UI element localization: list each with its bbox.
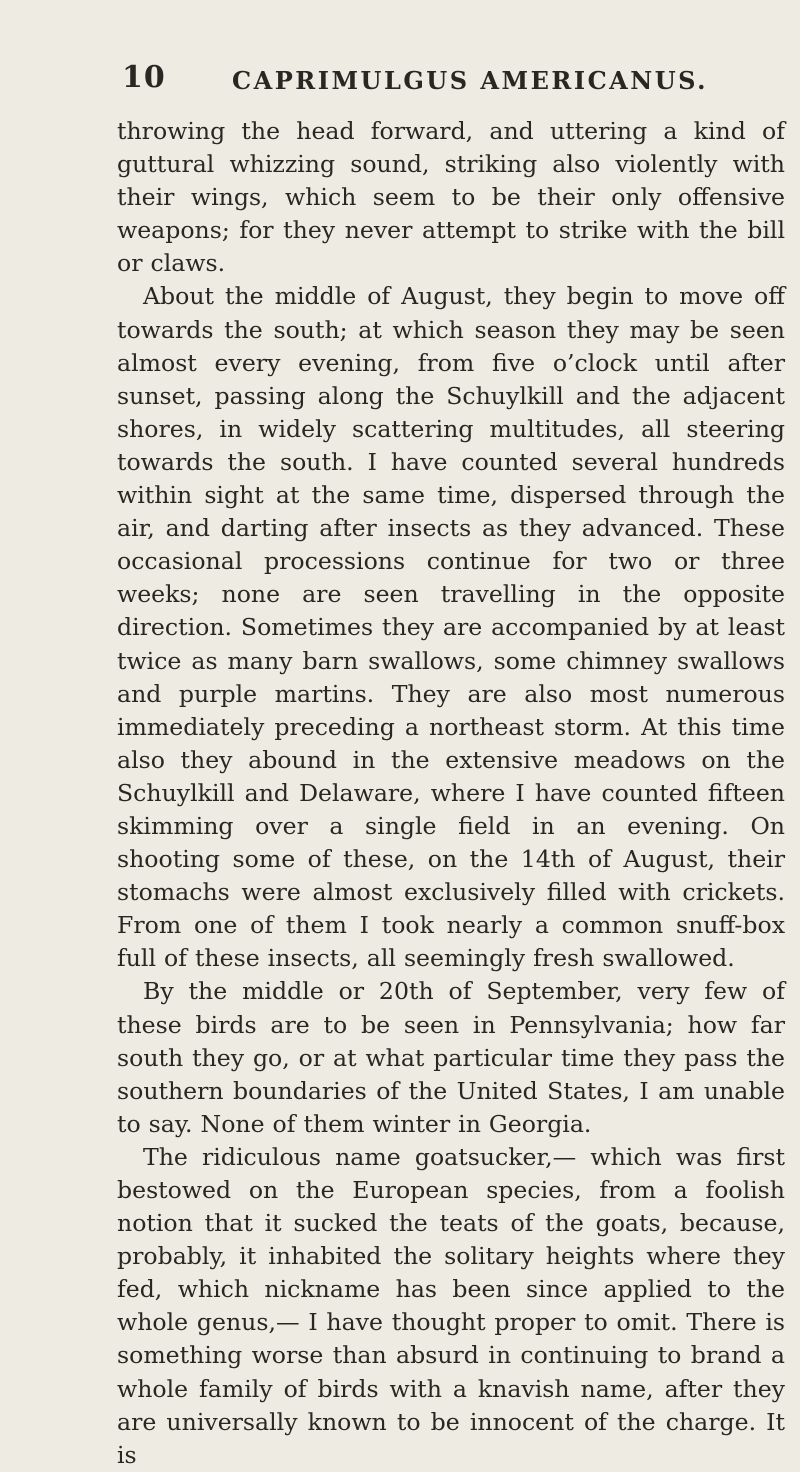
paragraph-4: The ridiculous name goatsucker,— which was first bestowed on the European species, from a foolish notion that it sucked the teats of the goats, because, probably, it inhabited the solitary heights where they fed, which nickname has been since applied to the whole genus,— I have thought proper to omit. There is something worse than absurd in continuing to brand a whole family of birds with a knavish name, after they are universally known to be innocent of the charge. It is [117, 1142, 785, 1469]
paragraph-1: throwing the head forward, and uttering a kind of guttural whizzing sound, striking also violently with their wings, which seem to be their only offensive weapons; for they never attempt to strike with the bill or claws. [117, 117, 785, 278]
running-head [122, 60, 782, 100]
body-text [117, 115, 785, 1472]
paragraph-2: About the middle of August, they begin to move off towards the south; at which season they may be seen almost every evening, from five o’clock until after sunset, passing along the Schuylkill and the adjacent shores, in widely scattering multitudes, all steering towards the south. I have counted several hundreds within sight at the same time, dispersed through the air, and darting after insects as they advanced. These occasional processions continue for two or three weeks; none are seen travelling in the opposite direction. Sometimes they are accompanied by at least twice as many barn swallows, some chimney swallows and purple martins. They are also most numerous immediately preceding a northeast storm. At this time also they abound in the extensive meadows on the Schuylkill and Delaware, where I have counted fifteen skimming over a single field in an evening. On shooting some of these, on the 14th of August, their stomachs were almost exclusively filled with crickets. From one of them I took nearly a common snuff-box full of these insects, all seemingly fresh swallowed. [117, 282, 785, 973]
running-title: CAPRIMULGUS AMERICANUS. [232, 66, 708, 95]
page-number: 10 [122, 60, 166, 95]
paragraph-3: By the middle or 20th of September, very few of these birds are to be seen in Pennsylvania; how far south they go, or at what particular time they pass the southern boundaries of the United States, I am unable to say. None of them winter in Georgia. [117, 977, 785, 1138]
